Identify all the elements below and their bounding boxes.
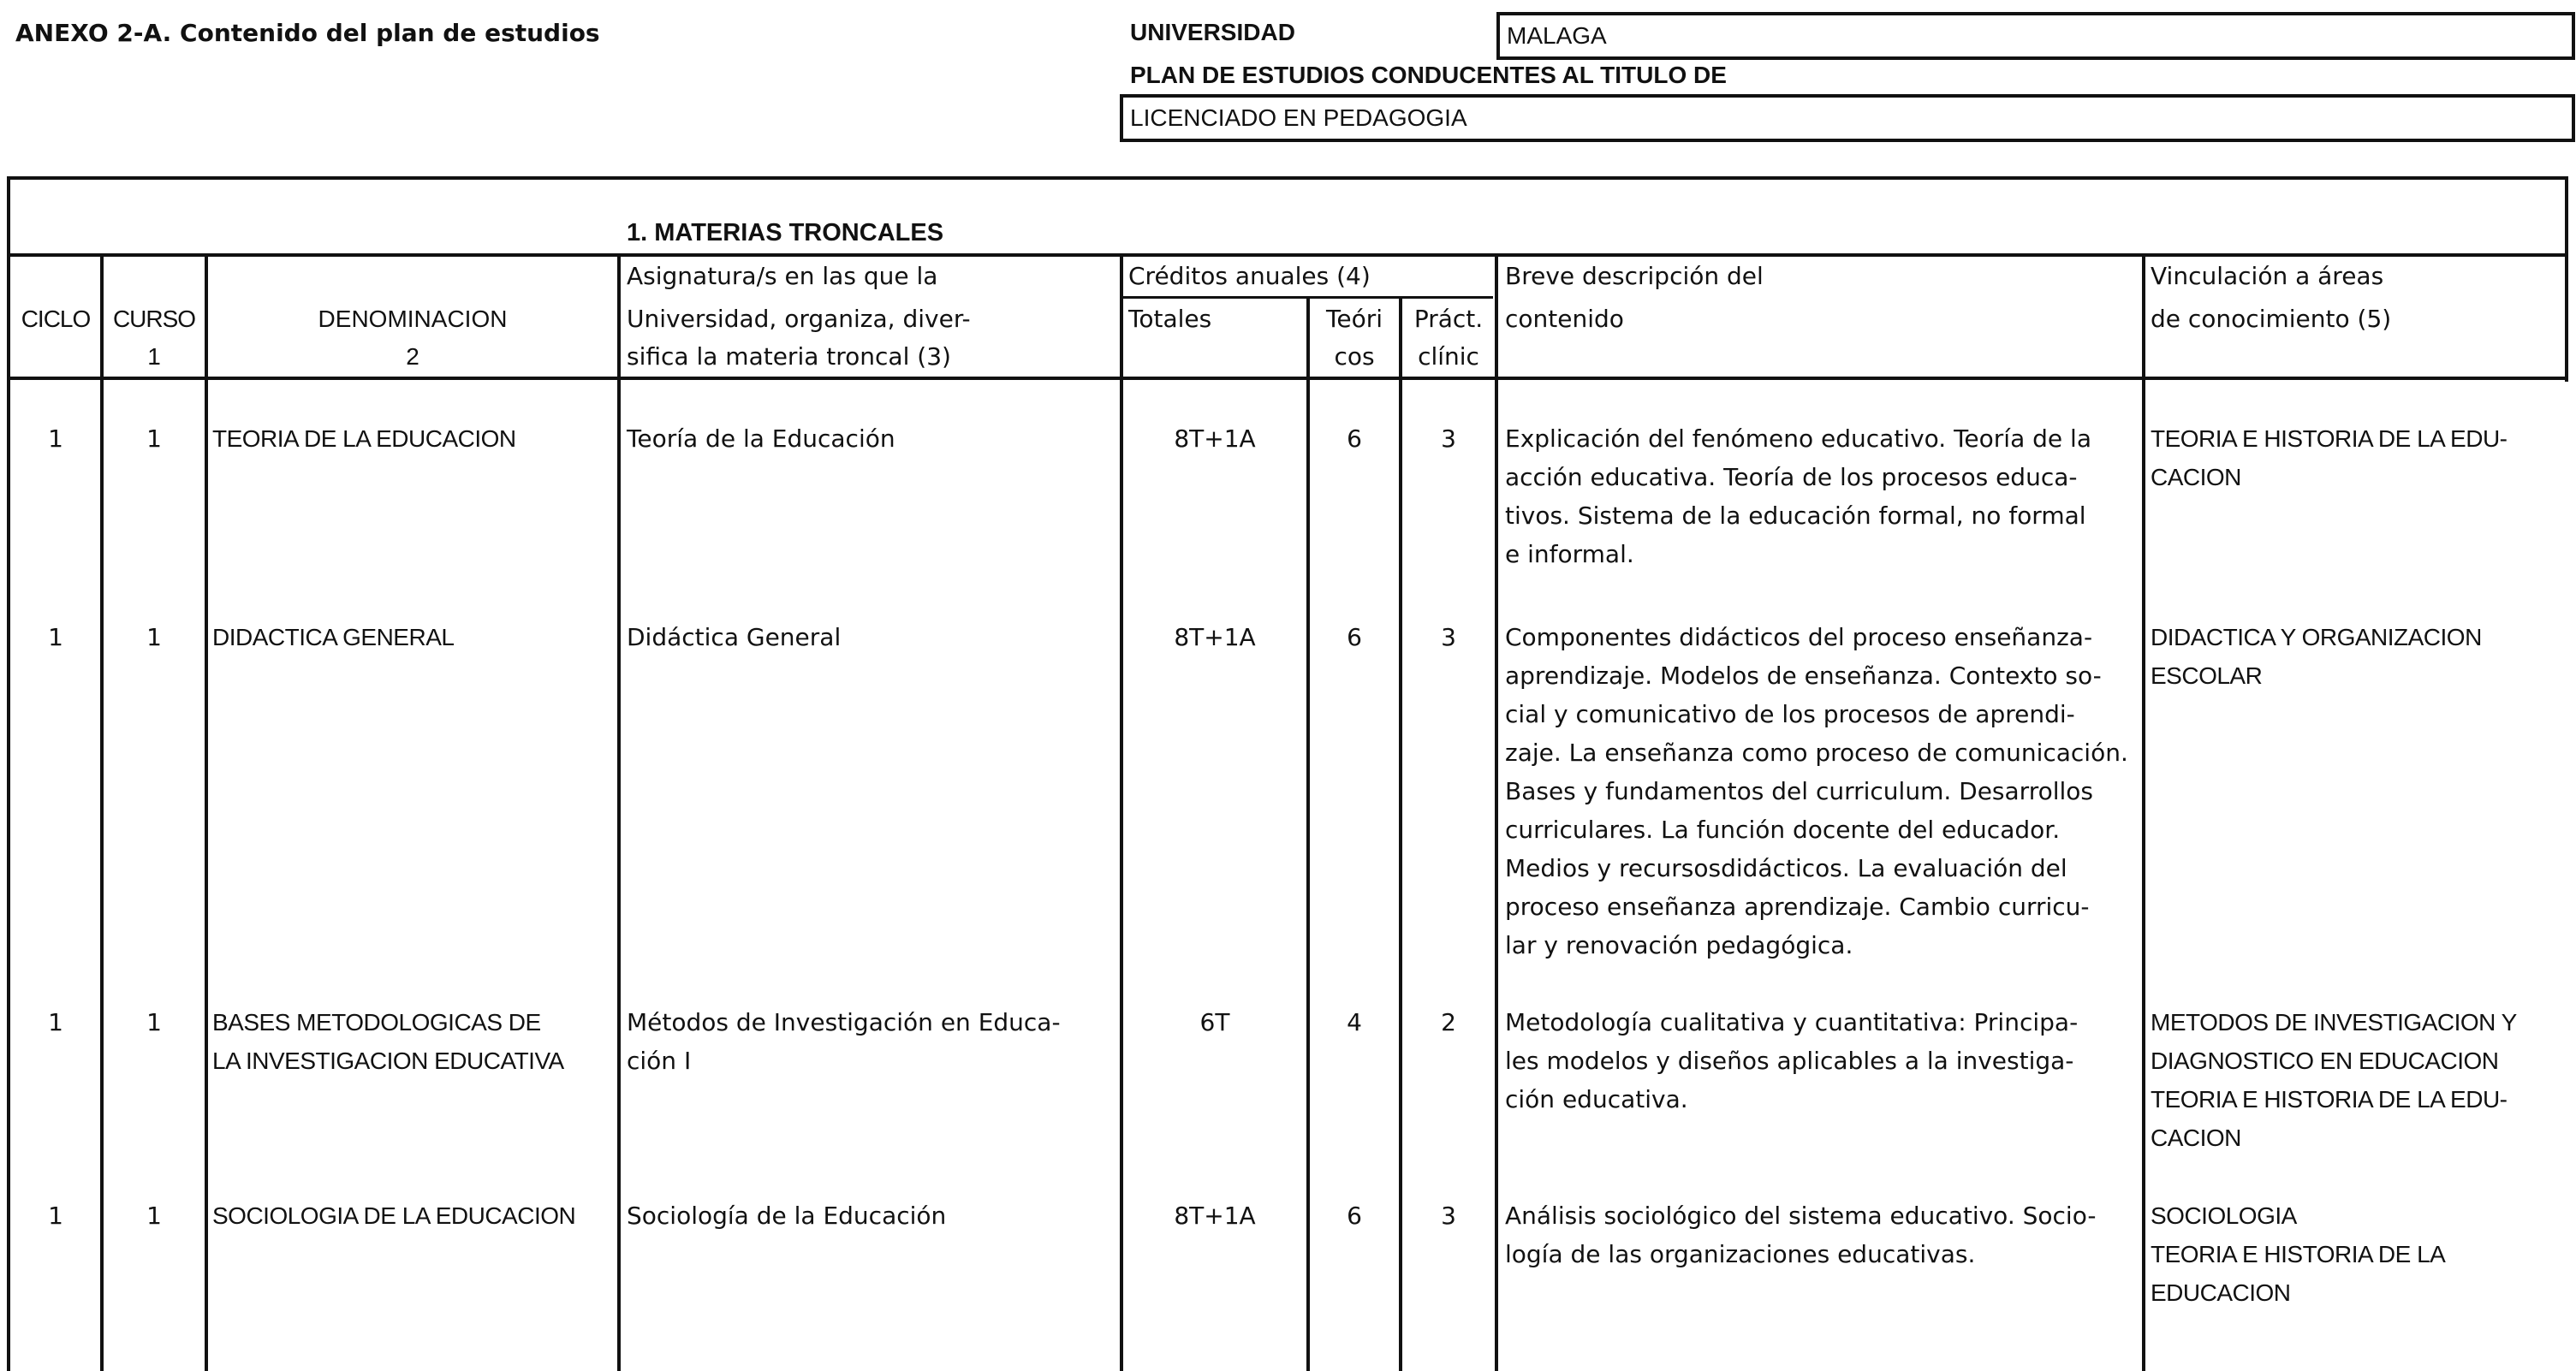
row-practicos: 3 [1441, 623, 1456, 651]
header-asignatura-1: Asignatura/s en las que la [627, 262, 938, 290]
row-descripcion-line: Explicación del fenómeno educativo. Teoría de la [1505, 424, 2091, 453]
row-descripcion-line: tivos. Sistema de la educación formal, no formal [1505, 502, 2086, 530]
col-line-descripcion [2142, 253, 2145, 1371]
row-descripcion-line: Bases y fundamentos del curriculum. Desarrollos [1505, 777, 2093, 805]
header-denominacion: DENOMINACION [318, 306, 508, 332]
row-totales: 8T+1A [1174, 623, 1256, 651]
row-teoricos: 6 [1347, 1202, 1362, 1230]
header-curso: CURSO [112, 306, 196, 332]
col-line-practicos [1495, 253, 1498, 1371]
row-asignatura-line: Sociología de la Educación [627, 1202, 947, 1230]
row-denominacion-line: SOCIOLOGIA DE LA EDUCACION [212, 1202, 576, 1229]
row-descripcion-line: acción educativa. Teoría de los procesos educa- [1505, 463, 2078, 491]
table-top-border [7, 176, 2568, 180]
row-ciclo: 1 [48, 1008, 63, 1036]
row-descripcion-line: lar y renovación pedagógica. [1505, 931, 1853, 959]
header-vinculacion-2: de conocimiento (5) [2151, 305, 2392, 333]
degree-box [1120, 94, 2575, 142]
row-descripcion-line: proceso enseñanza aprendizaje. Cambio curricu- [1505, 893, 2090, 921]
row-teoricos: 6 [1347, 623, 1362, 651]
header-practicos-1: Práct. [1413, 305, 1484, 333]
row-totales: 6T [1199, 1008, 1230, 1036]
row-asignatura-line: Didáctica General [627, 623, 842, 651]
header-totales: Totales [1128, 305, 1212, 333]
row-descripcion-line: cial y comunicativo de los procesos de aprendi- [1505, 700, 2075, 728]
row-curso: 1 [146, 1008, 162, 1036]
row-practicos: 3 [1441, 1202, 1456, 1230]
table-left-border [7, 176, 10, 1371]
row-denominacion-line: TEORIA DE LA EDUCACION [212, 425, 516, 452]
plan-label: PLAN DE ESTUDIOS CONDUCENTES AL TITULO DE [1130, 62, 1727, 88]
row-totales: 8T+1A [1174, 424, 1256, 453]
row-curso: 1 [146, 1202, 162, 1230]
row-descripcion-line: ción educativa. [1505, 1085, 1688, 1113]
university-label: UNIVERSIDAD [1130, 19, 1295, 45]
header-asignatura-2: Universidad, organiza, diver- [627, 305, 971, 333]
section-title: 1. MATERIAS TRONCALES [627, 219, 944, 246]
header-practicos-2: clínic [1418, 342, 1479, 371]
row-vinculacion-line: TEORIA E HISTORIA DE LA EDU- [2151, 1086, 2508, 1113]
row-teoricos: 6 [1347, 424, 1362, 453]
header-vinculacion-1: Vinculación a áreas [2151, 262, 2384, 290]
row-descripcion-line: les modelos y diseños aplicables a la investiga- [1505, 1047, 2074, 1075]
row-descripcion-line: e informal. [1505, 540, 1634, 568]
row-denominacion-line: DIDACTICA GENERAL [212, 624, 455, 650]
row-descripcion-line: Análisis sociológico del sistema educativo. Socio- [1505, 1202, 2097, 1230]
row-vinculacion-line: EDUCACION [2151, 1279, 2291, 1306]
row-vinculacion-line: CACION [2151, 464, 2241, 490]
header-descripcion-1: Breve descripción del [1505, 262, 1764, 290]
header-asignatura-3: sifica la materia troncal (3) [627, 342, 951, 371]
header-descripcion-2: contenido [1505, 305, 1624, 333]
col-line-curso [205, 253, 208, 1371]
col-line-denominacion [617, 253, 621, 1371]
row-descripcion-line: Medios y recursosdidácticos. La evaluación del [1505, 854, 2067, 882]
header-creditos: Créditos anuales (4) [1128, 262, 1371, 290]
university-value: MALAGA [1507, 22, 1607, 49]
row-practicos: 2 [1441, 1008, 1456, 1036]
row-descripcion-line: curriculares. La función docente del educador. [1505, 816, 2061, 844]
row-descripcion-line: zaje. La enseñanza como proceso de comunicación. [1505, 739, 2128, 767]
row-vinculacion-line: ESCOLAR [2151, 662, 2263, 689]
row-practicos: 3 [1441, 424, 1456, 453]
row-vinculacion-line: TEORIA E HISTORIA DE LA EDU- [2151, 425, 2508, 452]
header-bottom-border [7, 377, 2568, 380]
university-box [1496, 12, 2575, 60]
row-ciclo: 1 [48, 424, 63, 453]
row-descripcion-line: Metodología cualitativa y cuantitativa: Principa- [1505, 1008, 2079, 1036]
header-curso-num: 1 [147, 343, 161, 370]
row-descripcion-line: Componentes didácticos del proceso enseñanza- [1505, 623, 2093, 651]
annex-title: ANEXO 2-A. Contenido del plan de estudios [15, 19, 600, 47]
table-right-border [2565, 176, 2568, 382]
row-denominacion-line: LA INVESTIGACION EDUCATIVA [212, 1048, 564, 1074]
row-descripcion-line: aprendizaje. Modelos de enseñanza. Contexto so- [1505, 662, 2102, 690]
degree-value: LICENCIADO EN PEDAGOGIA [1130, 104, 1467, 131]
row-vinculacion-line: SOCIOLOGIA [2151, 1202, 2297, 1229]
row-ciclo: 1 [48, 623, 63, 651]
row-asignatura-line: Métodos de Investigación en Educa- [627, 1008, 1061, 1036]
row-ciclo: 1 [48, 1202, 63, 1230]
row-descripcion-line: logía de las organizaciones educativas. [1505, 1240, 1976, 1268]
row-curso: 1 [146, 424, 162, 453]
row-totales: 8T+1A [1174, 1202, 1256, 1230]
row-teoricos: 4 [1347, 1008, 1362, 1036]
row-vinculacion-line: CACION [2151, 1125, 2241, 1151]
row-asignatura-line: ción I [627, 1047, 692, 1075]
row-vinculacion-line: DIAGNOSTICO EN EDUCACION [2151, 1048, 2499, 1074]
row-vinculacion-line: TEORIA E HISTORIA DE LA [2151, 1241, 2446, 1267]
header-denominacion-num: 2 [406, 343, 419, 370]
header-teoricos-2: cos [1334, 342, 1375, 371]
row-denominacion-line: BASES METODOLOGICAS DE [212, 1009, 541, 1036]
header-ciclo: CICLO [21, 306, 91, 332]
row-vinculacion-line: DIDACTICA Y ORGANIZACION [2151, 624, 2482, 650]
row-asignatura-line: Teoría de la Educación [627, 424, 895, 453]
row-vinculacion-line: METODOS DE INVESTIGACION Y [2151, 1009, 2517, 1036]
row-curso: 1 [146, 623, 162, 651]
header-teoricos-1: Teóri [1326, 305, 1383, 333]
